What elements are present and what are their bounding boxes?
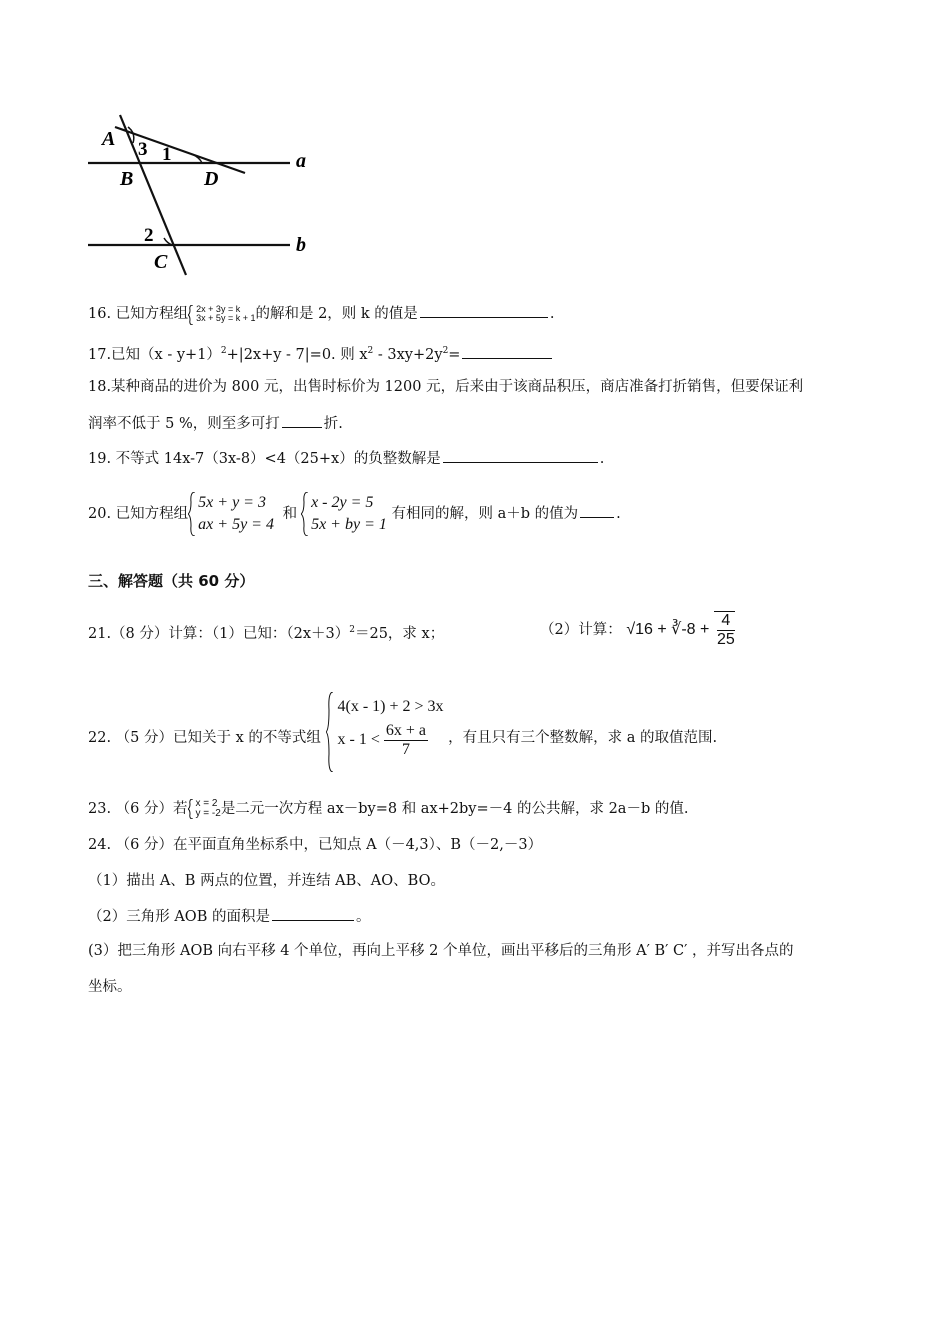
q20-system-1 bbox=[188, 492, 274, 536]
question-16 bbox=[88, 303, 554, 324]
answer-blank[interactable] bbox=[443, 448, 598, 463]
question-24-part2 bbox=[88, 906, 370, 927]
q20-sys2-eq1: x - 2y = 5 bbox=[311, 494, 374, 511]
q21-sup: 2 bbox=[349, 625, 355, 635]
question-19 bbox=[88, 448, 604, 469]
label-2: 2 bbox=[144, 225, 154, 246]
q21-text-b: ＝25，求 x； bbox=[354, 625, 445, 642]
label-C: C bbox=[154, 251, 168, 273]
q20-text: 有相同的解，则 a＋b 的值为 bbox=[391, 506, 579, 522]
q20-sys1-eq1: 5x + y = 3 bbox=[198, 494, 266, 511]
question-20 bbox=[88, 491, 621, 537]
q17-text-c: - 3xy+2y bbox=[373, 346, 443, 363]
q21-sqrt-fraction bbox=[714, 611, 735, 649]
question-24-part1: （1）描出 A、B 两点的位置，并连结 AB、AO、BO。 bbox=[88, 873, 445, 889]
answer-blank[interactable] bbox=[282, 413, 322, 428]
question-24-line1: 24. （6 分）在平面直角坐标系中，已知点 A（－4,3）、B（－2,－3） bbox=[88, 837, 543, 853]
q22-frac-num: 6x + a bbox=[385, 722, 426, 739]
q23-eq2: y = -2 bbox=[195, 808, 221, 819]
q16-prefix: 16. 已知方程组 bbox=[88, 306, 189, 322]
q23-eq1: x = 2 bbox=[195, 798, 218, 809]
q22-text: ，有且只有三个整数解，求 a 的取值范围. bbox=[448, 730, 718, 746]
question-23 bbox=[88, 799, 688, 819]
q23-prefix: 23. （6 分）若 bbox=[88, 801, 188, 817]
q17-text-d: = bbox=[448, 346, 461, 363]
label-b: b bbox=[296, 234, 306, 256]
question-18-line2 bbox=[88, 413, 343, 434]
q17-text-b: +|2x+y - 7|=0. 则 x bbox=[226, 346, 368, 363]
q20-end: . bbox=[616, 506, 621, 522]
answer-blank[interactable] bbox=[272, 906, 354, 921]
q19-text: 19. 不等式 14x-7（3x-8）<4（25+x）的负整数解是 bbox=[88, 451, 441, 467]
q22-ineq2 bbox=[338, 722, 444, 759]
question-24-part3: (3）把三角形 AOB 向右平移 4 个单位，再向上平移 2 个单位，画出平移后的三角形 A′ B′ C′ ，并写出各点的 bbox=[88, 943, 794, 959]
answer-blank[interactable] bbox=[420, 303, 548, 318]
label-1: 1 bbox=[162, 144, 172, 165]
q22-fraction bbox=[384, 722, 428, 759]
brace-icon bbox=[188, 799, 194, 819]
q20-sys2-eq2: 5x + by = 1 bbox=[311, 516, 387, 533]
answer-blank[interactable] bbox=[580, 503, 614, 518]
q18-text-a: 润率不低于 5 %，则至多可打 bbox=[88, 416, 280, 432]
q20-sys1-eq2: ax + 5y = 4 bbox=[198, 516, 274, 533]
question-24-part3-cont: 坐标。 bbox=[88, 979, 132, 995]
section-3-heading: 三、解答题（共 60 分） bbox=[88, 572, 255, 590]
q22-prefix: 22. （5 分）已知关于 x 的不等式组 bbox=[88, 730, 321, 746]
q17-text-a: 17.已知（x - y+1） bbox=[88, 346, 221, 363]
answer-blank[interactable] bbox=[462, 344, 552, 359]
q20-and: 和 bbox=[282, 506, 298, 522]
transversal-AC bbox=[120, 115, 186, 275]
question-21 bbox=[88, 620, 444, 644]
question-18-line1: 18.某种商品的进价为 800 元，出售时标价为 1200 元，后来由于该商品积压，商店准备打折销售，但要保证利 bbox=[88, 379, 804, 395]
q21-frac-den: 25 bbox=[716, 631, 735, 648]
q24-text-a: （2）三角形 AOB 的面积是 bbox=[88, 909, 270, 925]
q23-text: 是二元一次方程 ax－by=8 和 ax+2by=－4 的公共解，求 2a－b 的值. bbox=[220, 801, 689, 817]
q16-end: . bbox=[549, 306, 555, 322]
q23-solution-system bbox=[188, 799, 221, 819]
q16-text: 的解和是 2，则 k 的值是 bbox=[255, 306, 418, 322]
q17-sup: 2 bbox=[220, 346, 227, 356]
label-a: a bbox=[296, 150, 306, 172]
label-A: A bbox=[102, 128, 116, 150]
q24-text-b: 。 bbox=[355, 909, 371, 925]
q17-sup2: 2 bbox=[367, 346, 374, 356]
q21-expression: √16 + ∛-8 + bbox=[626, 621, 710, 638]
q22-ineq2-lhs: x - 1 < bbox=[337, 731, 380, 749]
q21-frac-num: 4 bbox=[717, 612, 735, 631]
q18-text-b: 折. bbox=[323, 416, 343, 432]
q16-eq1: 2x + 3y = k bbox=[196, 304, 241, 314]
brace-icon bbox=[301, 492, 309, 536]
question-22 bbox=[88, 692, 717, 759]
question-21-part2 bbox=[540, 610, 735, 650]
question-17 bbox=[88, 341, 554, 365]
brace-icon bbox=[188, 492, 196, 536]
label-B: B bbox=[120, 168, 134, 190]
q20-prefix: 20. 已知方程组 bbox=[88, 506, 189, 522]
brace-icon bbox=[188, 305, 194, 325]
label-3: 3 bbox=[138, 139, 148, 160]
q20-system-2 bbox=[301, 492, 387, 536]
parallel-lines-figure bbox=[80, 105, 320, 280]
q17-sup3: 2 bbox=[442, 346, 449, 356]
q22-inequality-system bbox=[326, 692, 444, 759]
q19-end: . bbox=[599, 451, 605, 467]
label-D: D bbox=[204, 168, 219, 190]
q21-text-c: （2）计算： bbox=[540, 622, 622, 638]
q22-ineq1: 4(x - 1) + 2 > 3x bbox=[337, 698, 444, 715]
q16-eq2: 3x + 5y = k + 1 bbox=[196, 313, 256, 323]
q16-equation-system bbox=[188, 305, 255, 323]
q21-text-a: 21.（8 分）计算：（1）已知：（2x＋3） bbox=[88, 625, 350, 642]
brace-icon bbox=[326, 692, 334, 772]
q22-frac-den: 7 bbox=[401, 741, 410, 758]
